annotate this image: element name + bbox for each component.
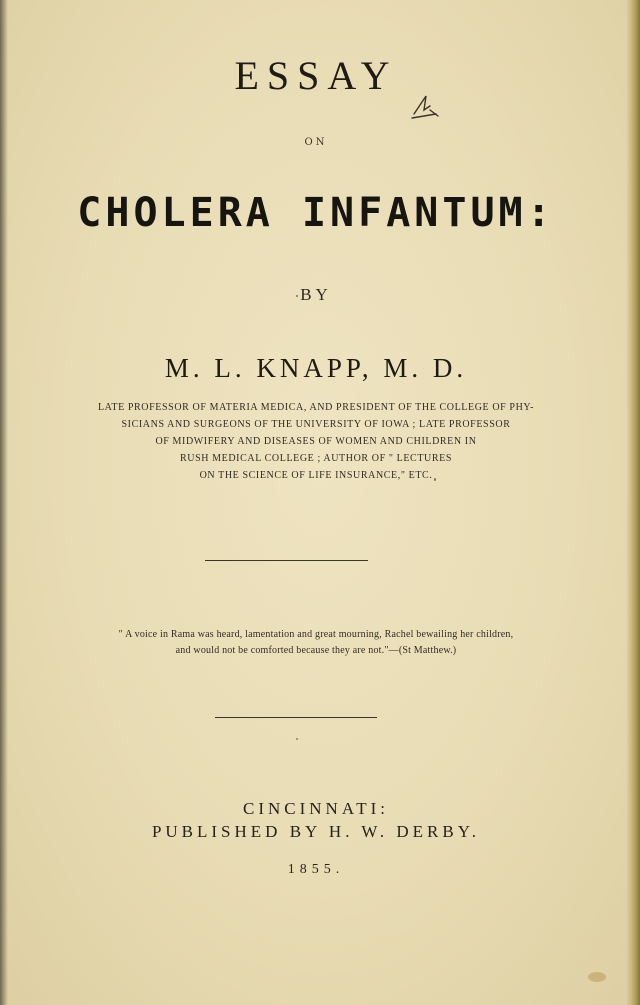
paper-speck <box>434 478 436 481</box>
paper-stain <box>588 972 606 982</box>
binding-shadow <box>0 0 8 1005</box>
publisher-line: PUBLISHED BY H. W. DERBY. <box>151 822 481 841</box>
epigraph-line: " A voice in Rama was heard, lamentation and great mourning, Rachel bewailing her children, <box>118 629 514 640</box>
publication-year: 1855. <box>287 862 345 877</box>
author-name: M. L. KNAPP, M. D. <box>164 353 468 383</box>
epigraph-line: and would not be comforted because they are not."—(St Matthew.) <box>175 645 457 656</box>
essay-heading: ESSAY <box>234 53 398 98</box>
divider-rule <box>215 717 377 718</box>
author-description-line: OF MIDWIFERY AND DISEASES OF WOMEN AND CHILDREN IN <box>155 436 477 447</box>
divider-rule <box>205 560 368 561</box>
by-label: BY <box>300 285 332 304</box>
author-description-line: SICIANS AND SURGEONS OF THE UNIVERSITY OF IOWA ; LATE PROFESSOR <box>121 419 511 430</box>
paper-speck <box>296 738 298 740</box>
page-edge <box>626 0 640 1005</box>
handwritten-mark-icon <box>408 92 442 122</box>
author-description-line: ON THE SCIENCE OF LIFE INSURANCE," ETC. <box>199 470 433 481</box>
on-label: ON <box>304 137 328 148</box>
book-title: CHOLERA INFANTUM: <box>77 190 555 236</box>
paper-speck <box>296 295 298 297</box>
publication-city: CINCINNATI: <box>243 799 389 818</box>
author-description-line: LATE PROFESSOR OF MATERIA MEDICA, AND PRESIDENT OF THE COLLEGE OF PHY- <box>97 402 535 413</box>
author-description-line: RUSH MEDICAL COLLEGE ; AUTHOR OF " LECTURES <box>179 453 452 464</box>
